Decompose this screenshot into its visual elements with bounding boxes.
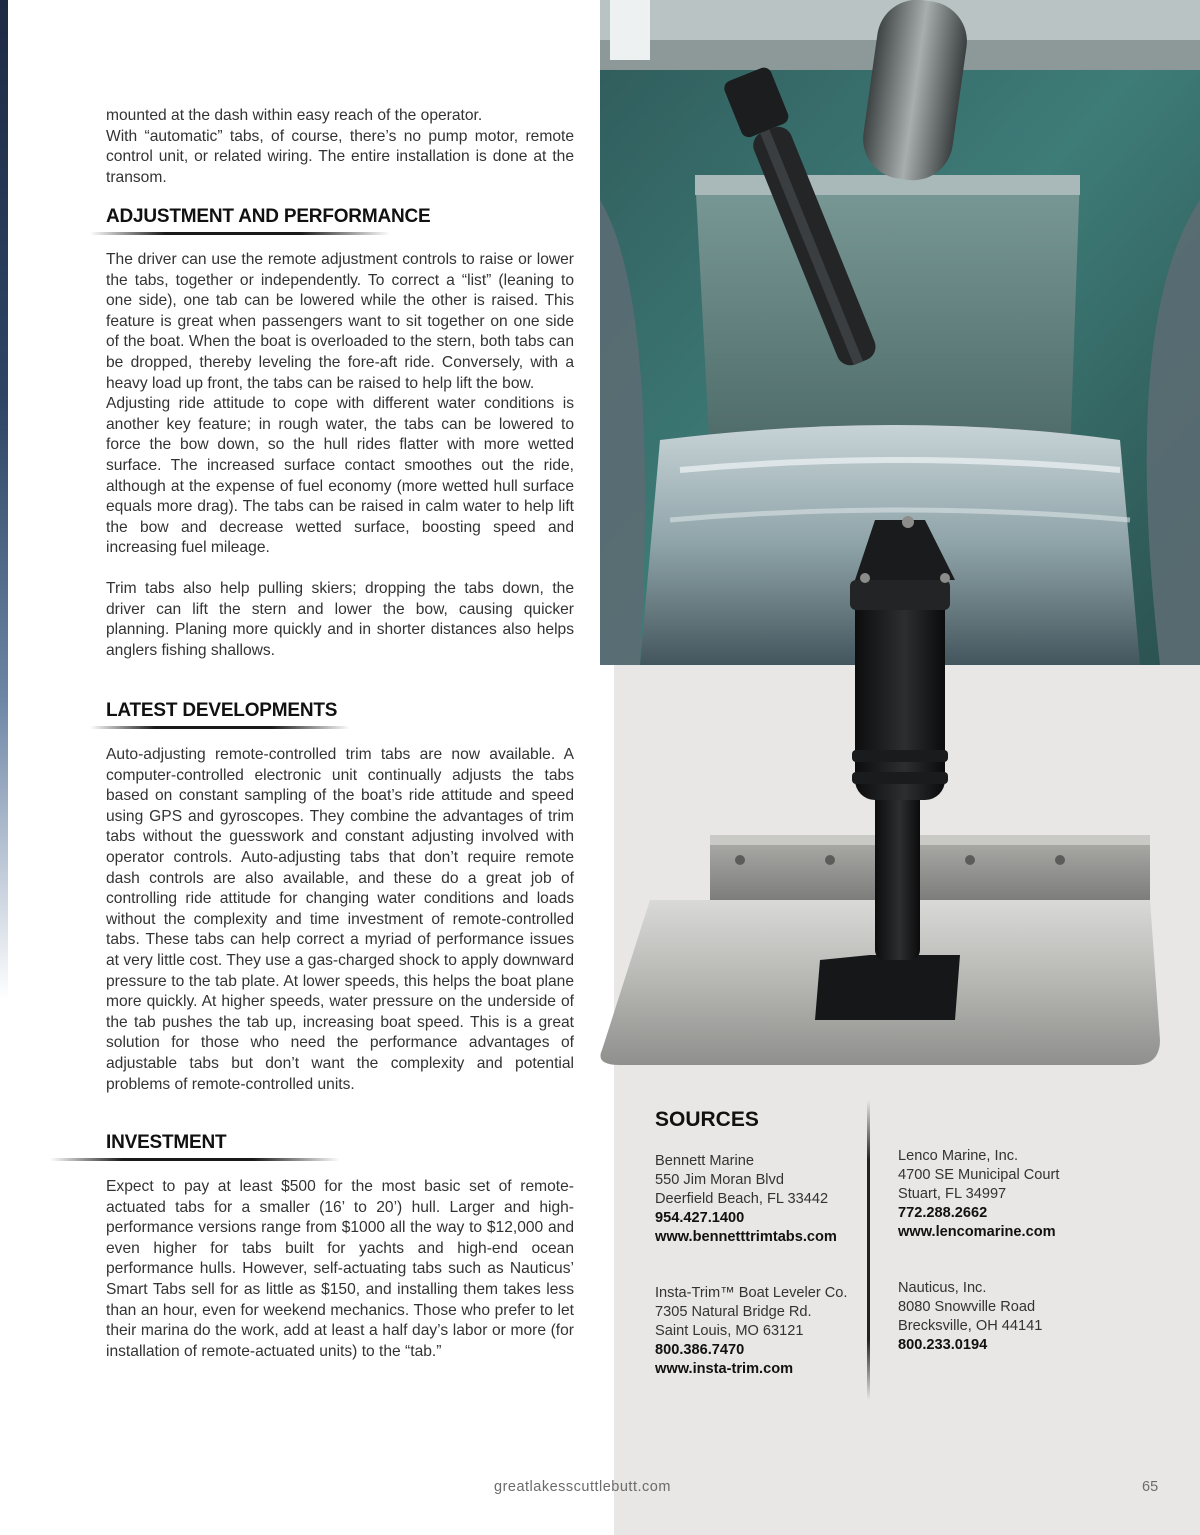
source-entry — [655, 1284, 847, 1379]
footer-website[interactable]: greatlakesscuttlebutt.com — [494, 1479, 671, 1495]
section-heading: LATEST DEVELOPMENTS — [106, 700, 338, 721]
source-name: Insta-Trim™ Boat Leveler Co. — [655, 1285, 848, 1301]
sources-title: SOURCES — [655, 1108, 759, 1131]
source-street: 550 Jim Moran Blvd — [655, 1172, 784, 1188]
source-website-link[interactable]: www.bennetttrimtabs.com — [655, 1229, 837, 1245]
source-city: Deerfield Beach, FL 33442 — [655, 1191, 829, 1207]
source-phone: 800.233.0194 — [898, 1337, 988, 1353]
intro-paragraph: With “automatic” tabs, of course, there’s no pump motor, remote control unit, or related wiring. The entire installation is done at the transom. — [106, 127, 574, 186]
left-edge-decoration — [0, 0, 8, 1000]
body-paragraph: Trim tabs also help pulling skiers; dropping the tabs down, the driver can lift the stern and lower the bow, causing quicker planning. Planing more quickly and in shorter distances also helps anglers fishing shallows. — [106, 579, 574, 659]
body-paragraph: Adjusting ride attitude to cope with different water conditions is another key feature; in rough water, the tabs can be lowered to force the bow down, so the hull rides flatter with more wetted surface. The increased surface contact smoothes out the ride, although at the expense of fuel economy (more wetted hull surface equals more drag). The tabs can be raised in calm water to help lift the bow and decrease wetted surface, boosting speed and increasing fuel mileage. — [106, 395, 574, 557]
intro-text — [106, 106, 574, 188]
source-entry — [898, 1279, 1042, 1355]
page-number: 65 — [1142, 1479, 1159, 1495]
heading-underline — [50, 1158, 340, 1161]
source-city: Brecksville, OH 44141 — [898, 1318, 1043, 1334]
source-phone: 800.386.7470 — [655, 1342, 745, 1358]
source-entry — [898, 1147, 1059, 1242]
source-name: Nauticus, Inc. — [898, 1280, 987, 1296]
source-website-link[interactable]: www.insta-trim.com — [655, 1361, 794, 1377]
body-paragraph: The driver can use the remote adjustment controls to raise or lower the tabs, together or independently. To correct a “list” (leaning to one side), one tab can be lowered while the other is raised. This feature is great when passengers want to sit together on one side of the boat. When the boat is overloaded to the stern, both tabs can be dropped, thereby leveling the fore-aft ride. Conversely, with a heavy load up front, the tabs can be raised to help lift the bow. — [106, 251, 574, 392]
section-body — [106, 1177, 574, 1362]
heading-underline — [90, 726, 350, 729]
source-website-link[interactable]: www.lencomarine.com — [898, 1224, 1056, 1240]
source-name: Bennett Marine — [655, 1153, 754, 1169]
section-body — [106, 250, 574, 661]
source-city: Stuart, FL 34997 — [898, 1186, 1007, 1202]
source-name: Lenco Marine, Inc. — [898, 1148, 1019, 1164]
heading-underline — [90, 232, 390, 235]
source-city: Saint Louis, MO 63121 — [655, 1323, 804, 1339]
source-entry — [655, 1152, 837, 1247]
source-street: 7305 Natural Bridge Rd. — [655, 1304, 812, 1320]
source-street: 8080 Snowville Road — [898, 1299, 1036, 1315]
section-heading: ADJUSTMENT AND PERFORMANCE — [106, 206, 431, 227]
body-paragraph: Auto-adjusting remote-controlled trim tabs are now available. A computer-controlled electronic unit continually adjusts the tabs based on constant sampling of the boat’s ride attitude and speed using GPS and gyroscopes. They combine the advantages of trim tabs without the guesswork and constant adjusting involved with operator controls. Auto-adjusting tabs that don’t require remote dash controls are also available, and these do a great job of controlling ride attitude for changing water conditions and loads without the complexity and time investment of remote-controlled tabs. These tabs can help correct a myriad of performance issues at very little cost. They use a gas-charged shock to apply downward pressure to the tab plate. At lower speeds, this helps the boat plane more quickly. At higher speeds, water pressure on the underside of the tab pushes the tab up, increasing boat speed. This is a great solution for those who need the performance advantages of adjustable tabs but don’t want the complexity and potential problems of remote-controlled units. — [106, 746, 574, 1093]
intro-paragraph: mounted at the dash within easy reach of the operator. — [106, 107, 483, 124]
sources-divider — [867, 1100, 870, 1400]
source-phone: 772.288.2662 — [898, 1205, 988, 1221]
source-phone: 954.427.1400 — [655, 1210, 745, 1226]
body-paragraph: Expect to pay at least $500 for the most basic set of remote-actuated tabs for a smaller (16’ to 20’) hull. Larger and high-performance versions range from $1000 all the way to $12,000 and even higher for tabs built for yachts and high-end ocean performance hulls. However, self-actuating tabs such as Nauticus’ Smart Tabs sell for as little as $150, and installing them takes less than an hour, even for weekend mechanics. Those who prefer to let their marina do the work, add at least a half day’s labor or more (for installation of remote-actuated units) to the “tab.” — [106, 1178, 574, 1360]
trim-tab-product-photo — [590, 500, 1200, 1090]
section-body — [106, 745, 574, 1095]
source-street: 4700 SE Municipal Court — [898, 1167, 1060, 1183]
section-heading: INVESTMENT — [106, 1132, 227, 1153]
